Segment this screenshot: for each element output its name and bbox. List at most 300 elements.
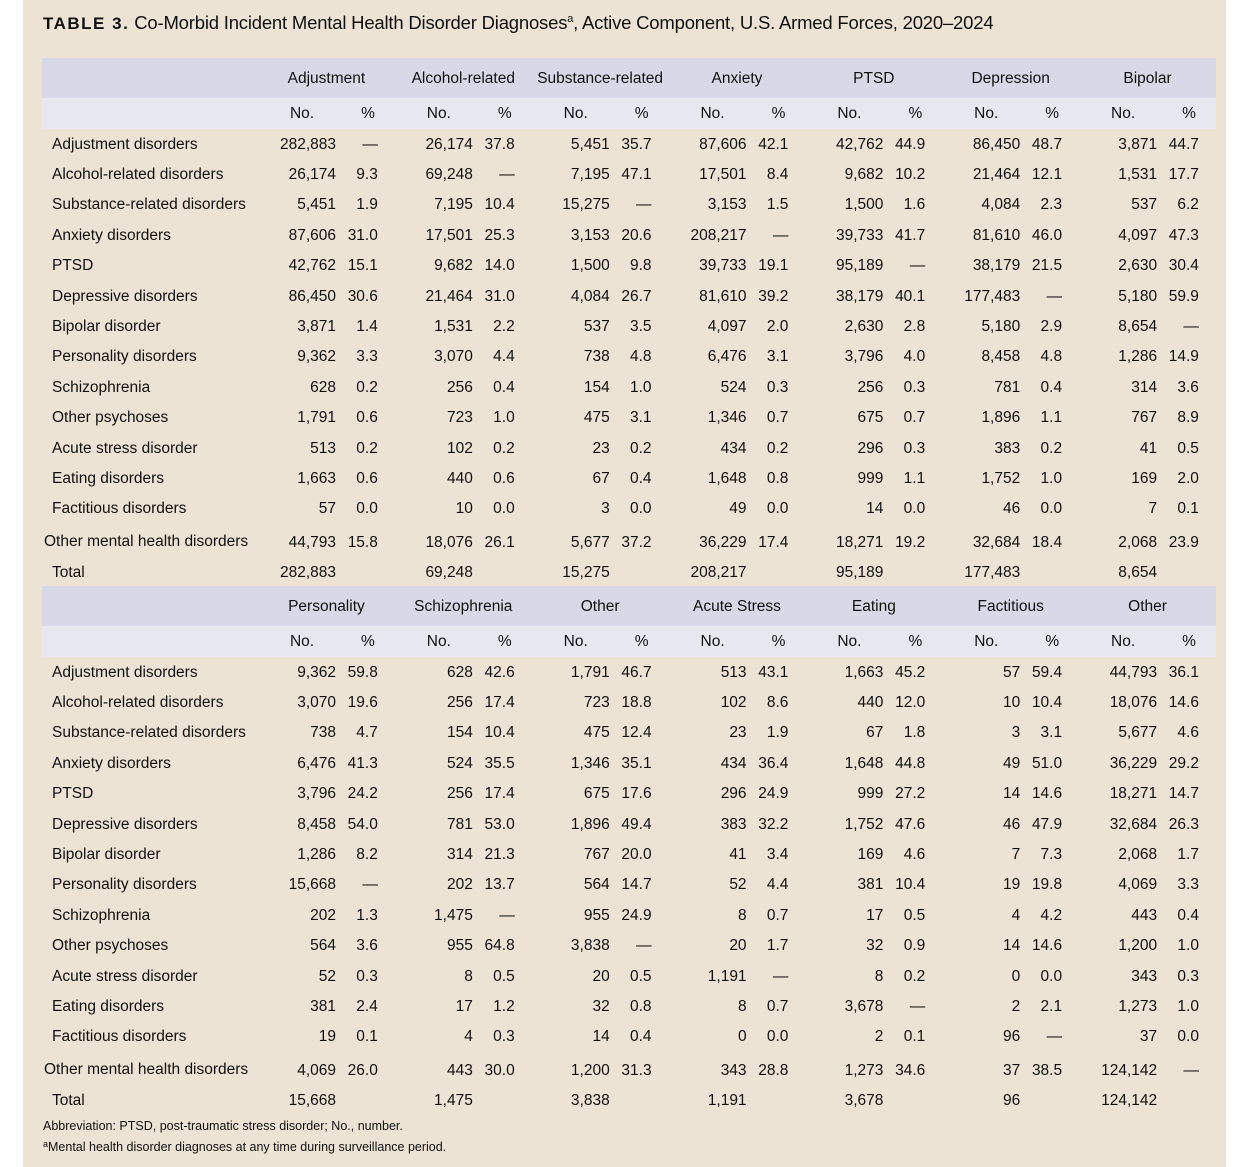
count-cell: 4,084 bbox=[981, 196, 1021, 214]
count-cell: 564 bbox=[583, 876, 610, 894]
percent-cell: 4.6 bbox=[903, 846, 926, 864]
table-row bbox=[42, 1022, 1216, 1052]
count-cell: 2 bbox=[1011, 997, 1021, 1015]
row-label: Alcohol-related disorders bbox=[52, 694, 224, 712]
count-cell: 46 bbox=[1002, 500, 1021, 518]
count-cell: 1,346 bbox=[570, 754, 610, 772]
count-cell: 513 bbox=[310, 439, 336, 457]
percent-cell: 1.1 bbox=[903, 469, 926, 487]
count-cell: 4,097 bbox=[707, 318, 747, 336]
percent-cell: 26.7 bbox=[621, 287, 652, 305]
percent-cell: 0.4 bbox=[1177, 906, 1199, 924]
table-row bbox=[42, 687, 1216, 717]
table-row bbox=[42, 931, 1216, 961]
percent-cell: 37.2 bbox=[621, 533, 652, 551]
percent-cell: 14.7 bbox=[1168, 785, 1199, 803]
count-cell: 5,677 bbox=[570, 533, 610, 551]
percent-cell: 10.2 bbox=[895, 166, 926, 184]
count-cell: 52 bbox=[729, 876, 747, 894]
count-cell: 3,153 bbox=[707, 196, 747, 214]
row-label: Other mental health disorders bbox=[44, 1061, 249, 1079]
count-cell: 67 bbox=[866, 724, 884, 742]
percent-cell: 46.0 bbox=[1031, 226, 1063, 244]
count-cell: 781 bbox=[994, 378, 1021, 396]
group-header: Acute Stress bbox=[669, 586, 806, 626]
count-cell: 628 bbox=[310, 378, 336, 396]
percent-cell: 34.6 bbox=[895, 1061, 926, 1079]
percent-cell: — bbox=[362, 135, 378, 153]
count-cell: 169 bbox=[1131, 469, 1158, 487]
count-cell: 738 bbox=[310, 724, 336, 742]
count-cell: 7,195 bbox=[570, 166, 610, 184]
total-percent-empty bbox=[340, 560, 395, 584]
count-cell: 21,464 bbox=[425, 287, 473, 305]
percent-cell: 20.0 bbox=[621, 846, 652, 864]
count-cell: 19 bbox=[1003, 876, 1021, 894]
percent-cell: 2.1 bbox=[1040, 997, 1063, 1015]
count-cell: 169 bbox=[857, 846, 884, 864]
percent-cell: 2.2 bbox=[493, 318, 515, 336]
percent-cell: 0.1 bbox=[903, 1028, 926, 1046]
count-cell: 738 bbox=[583, 348, 610, 366]
count-cell: 7 bbox=[1148, 500, 1158, 518]
count-cell: 256 bbox=[446, 785, 473, 803]
total-percent-empty bbox=[887, 560, 942, 584]
total-percent-empty bbox=[751, 560, 806, 584]
count-cell: 1,663 bbox=[297, 469, 336, 487]
percent-cell: 2.0 bbox=[1177, 469, 1199, 487]
count-cell: 9,362 bbox=[297, 348, 336, 366]
count-cell: 955 bbox=[446, 937, 473, 955]
count-cell: 7,195 bbox=[434, 196, 473, 214]
percent-cell: 0.2 bbox=[1040, 439, 1063, 457]
percent-cell: 3.5 bbox=[629, 318, 652, 336]
count-cell: 999 bbox=[857, 785, 884, 803]
percent-cell: 4.4 bbox=[766, 876, 789, 894]
percent-cell: 13.7 bbox=[484, 876, 515, 894]
count-cell: 57 bbox=[318, 500, 336, 518]
percent-cell: 0.4 bbox=[493, 378, 515, 396]
row-label: Other mental health disorders bbox=[44, 533, 249, 551]
total-count: 124,142 bbox=[1101, 1091, 1158, 1109]
count-cell: 86,450 bbox=[972, 135, 1021, 153]
total-count: 1,191 bbox=[707, 1091, 747, 1109]
total-percent-empty bbox=[1024, 560, 1079, 584]
percent-cell: 9.3 bbox=[356, 166, 378, 184]
count-header: No. bbox=[395, 98, 477, 129]
total-count: 8,654 bbox=[1118, 563, 1158, 581]
percent-cell: 0.0 bbox=[356, 500, 378, 518]
percent-cell: — bbox=[499, 906, 515, 924]
percent-cell: 20.6 bbox=[621, 226, 652, 244]
percent-cell: 1.2 bbox=[493, 997, 515, 1015]
percent-cell: 0.0 bbox=[629, 500, 652, 518]
count-header: No. bbox=[395, 626, 477, 657]
row-label: Eating disorders bbox=[52, 469, 165, 487]
percent-cell: 1.0 bbox=[1177, 997, 1199, 1015]
percent-cell: 0.2 bbox=[356, 439, 378, 457]
row-label-header bbox=[42, 58, 258, 98]
percent-cell: 32.2 bbox=[758, 815, 789, 833]
table-row bbox=[42, 718, 1216, 748]
table-title bbox=[43, 12, 993, 38]
count-cell: 5,451 bbox=[570, 135, 610, 153]
percent-cell: 18.8 bbox=[621, 694, 652, 712]
row-label: Schizophrenia bbox=[52, 378, 151, 396]
group-header: Anxiety bbox=[669, 58, 806, 98]
percent-header: % bbox=[340, 626, 395, 657]
percent-cell: 10.4 bbox=[484, 724, 515, 742]
percent-cell: 2.4 bbox=[356, 997, 378, 1015]
count-cell: 1,648 bbox=[844, 754, 884, 772]
count-cell: 3,871 bbox=[1118, 135, 1158, 153]
table-panel bbox=[23, 0, 1226, 1167]
percent-cell: 4.6 bbox=[1177, 724, 1199, 742]
count-header: No. bbox=[942, 626, 1024, 657]
percent-cell: 12.1 bbox=[1031, 166, 1063, 184]
percent-cell: — bbox=[772, 226, 789, 244]
count-cell: 154 bbox=[446, 724, 473, 742]
count-cell: 1,286 bbox=[297, 846, 336, 864]
count-cell: 381 bbox=[857, 876, 884, 894]
percent-cell: — bbox=[362, 876, 378, 894]
percent-cell: 30.4 bbox=[1168, 257, 1199, 275]
count-cell: 3 bbox=[601, 500, 610, 518]
percent-cell: 25.3 bbox=[484, 226, 515, 244]
count-cell: 524 bbox=[720, 378, 747, 396]
percent-cell: 27.2 bbox=[895, 785, 926, 803]
percent-cell: 45.2 bbox=[895, 663, 926, 681]
percent-cell: 44.7 bbox=[1168, 135, 1199, 153]
table-row bbox=[42, 900, 1216, 930]
count-cell: 1,648 bbox=[707, 469, 747, 487]
percent-cell: — bbox=[772, 967, 789, 985]
count-cell: 17 bbox=[866, 906, 884, 924]
group-header: Schizophrenia bbox=[395, 586, 532, 626]
group-header: Bipolar bbox=[1079, 58, 1216, 98]
percent-cell: 0.0 bbox=[766, 500, 789, 518]
percent-cell: 0.3 bbox=[766, 378, 789, 396]
percent-cell: 10.4 bbox=[484, 196, 515, 214]
count-cell: 1,200 bbox=[1118, 937, 1158, 955]
percent-cell: 0.3 bbox=[356, 967, 378, 985]
count-cell: 14 bbox=[1003, 937, 1021, 955]
count-cell: 32 bbox=[866, 937, 884, 955]
count-cell: 383 bbox=[994, 439, 1021, 457]
count-cell: 434 bbox=[720, 439, 747, 457]
count-cell: 26,174 bbox=[425, 135, 473, 153]
percent-cell: 40.1 bbox=[895, 287, 926, 305]
count-cell: 383 bbox=[720, 815, 747, 833]
percent-cell: 19.8 bbox=[1031, 876, 1063, 894]
column-header-row bbox=[42, 98, 1216, 129]
count-cell: 9,682 bbox=[844, 166, 884, 184]
count-cell: 5,180 bbox=[981, 318, 1021, 336]
percent-cell: 19.2 bbox=[895, 533, 926, 551]
percent-cell: 28.8 bbox=[758, 1061, 789, 1079]
total-row bbox=[42, 560, 1216, 584]
count-cell: 10 bbox=[1003, 694, 1021, 712]
total-count: 95,189 bbox=[835, 563, 884, 581]
row-label: Anxiety disorders bbox=[52, 754, 171, 772]
row-label: Anxiety disorders bbox=[52, 226, 171, 244]
count-header: No. bbox=[669, 98, 751, 129]
percent-cell: 0.1 bbox=[1177, 500, 1199, 518]
percent-cell: 0.2 bbox=[493, 439, 515, 457]
group-header: PTSD bbox=[805, 58, 942, 98]
percent-cell: 31.0 bbox=[484, 287, 515, 305]
percent-cell: 0.0 bbox=[1040, 500, 1063, 518]
count-header: No. bbox=[805, 98, 887, 129]
row-label: Factitious disorders bbox=[52, 500, 187, 518]
count-cell: 5,451 bbox=[297, 196, 336, 214]
percent-header: % bbox=[887, 98, 942, 129]
count-header: No. bbox=[1079, 98, 1161, 129]
percent-cell: 1.9 bbox=[766, 724, 789, 742]
row-label: Substance-related disorders bbox=[52, 724, 246, 742]
percent-cell: 0.6 bbox=[356, 409, 378, 427]
count-cell: 5,677 bbox=[1118, 724, 1158, 742]
percent-cell: 42.1 bbox=[758, 135, 789, 153]
percent-cell: 12.0 bbox=[895, 694, 926, 712]
count-cell: 4,084 bbox=[570, 287, 610, 305]
count-cell: 513 bbox=[720, 663, 747, 681]
percent-cell: 44.9 bbox=[895, 135, 926, 153]
percent-cell: 3.1 bbox=[629, 409, 652, 427]
percent-cell: 0.6 bbox=[493, 469, 515, 487]
count-cell: 1,531 bbox=[1118, 166, 1158, 184]
percent-cell: 0.5 bbox=[903, 906, 926, 924]
count-cell: 102 bbox=[446, 439, 473, 457]
percent-cell: 14.6 bbox=[1031, 937, 1063, 955]
percent-cell: 1.7 bbox=[1177, 846, 1199, 864]
row-label: Acute stress disorder bbox=[52, 439, 198, 457]
count-cell: 475 bbox=[583, 724, 610, 742]
percent-cell: 35.5 bbox=[484, 754, 515, 772]
title-suffix: , Active Component, U.S. Armed Forces, 2020–2024 bbox=[573, 12, 994, 33]
count-cell: 87,606 bbox=[699, 135, 747, 153]
row-label: Eating disorders bbox=[52, 997, 165, 1015]
percent-cell: 59.4 bbox=[1031, 663, 1063, 681]
count-cell: 1,200 bbox=[570, 1061, 610, 1079]
percent-cell: 6.2 bbox=[1177, 196, 1199, 214]
group-header: Eating bbox=[805, 586, 942, 626]
percent-cell: 21.5 bbox=[1031, 257, 1063, 275]
total-count: 15,668 bbox=[288, 1091, 336, 1109]
count-cell: 955 bbox=[583, 906, 610, 924]
count-cell: 537 bbox=[1131, 196, 1158, 214]
count-cell: 1,791 bbox=[570, 663, 610, 681]
count-cell: 1,752 bbox=[981, 469, 1021, 487]
total-percent-empty bbox=[751, 1088, 806, 1112]
count-cell: 38,179 bbox=[972, 257, 1021, 275]
percent-cell: 47.6 bbox=[895, 815, 926, 833]
count-cell: 154 bbox=[583, 378, 610, 396]
percent-cell: 30.6 bbox=[347, 287, 378, 305]
table-row bbox=[42, 372, 1216, 402]
percent-cell: 0.4 bbox=[1040, 378, 1063, 396]
percent-header: % bbox=[340, 98, 395, 129]
percent-cell: 3.1 bbox=[766, 348, 789, 366]
count-cell: 202 bbox=[310, 906, 336, 924]
percent-cell: 47.3 bbox=[1168, 226, 1199, 244]
percent-cell: 1.6 bbox=[903, 196, 926, 214]
percent-cell: 24.9 bbox=[758, 785, 789, 803]
percent-cell: 0.5 bbox=[493, 967, 515, 985]
percent-cell: 4.4 bbox=[493, 348, 515, 366]
percent-cell: 4.7 bbox=[356, 724, 378, 742]
count-cell: 32,684 bbox=[1109, 815, 1158, 833]
count-cell: 23 bbox=[592, 439, 610, 457]
count-cell: 1,475 bbox=[434, 906, 473, 924]
row-label: Other psychoses bbox=[52, 937, 169, 955]
row-label: Substance-related disorders bbox=[52, 196, 246, 214]
total-count: 208,217 bbox=[690, 563, 747, 581]
count-cell: 8 bbox=[464, 967, 473, 985]
total-count: 15,275 bbox=[562, 563, 610, 581]
percent-cell: 59.9 bbox=[1168, 287, 1199, 305]
group-header: Factitious bbox=[942, 586, 1079, 626]
count-cell: 6,476 bbox=[707, 348, 747, 366]
percent-cell: 1.4 bbox=[356, 318, 378, 336]
percent-cell: — bbox=[909, 257, 926, 275]
count-cell: 36,229 bbox=[1109, 754, 1158, 772]
row-label: Personality disorders bbox=[52, 876, 197, 894]
percent-cell: 1.0 bbox=[629, 378, 652, 396]
percent-cell: 17.7 bbox=[1168, 166, 1199, 184]
table-row bbox=[42, 494, 1216, 524]
count-cell: 8 bbox=[737, 906, 747, 924]
count-cell: 0 bbox=[1011, 967, 1021, 985]
total-count: 3,678 bbox=[844, 1091, 884, 1109]
count-cell: 39,733 bbox=[699, 257, 747, 275]
percent-cell: 17.6 bbox=[621, 785, 652, 803]
count-cell: 15,668 bbox=[288, 876, 336, 894]
count-cell: 8,458 bbox=[981, 348, 1021, 366]
percent-cell: 0.0 bbox=[493, 500, 515, 518]
table-row bbox=[42, 463, 1216, 493]
total-count: 96 bbox=[1003, 1091, 1021, 1109]
percent-header: % bbox=[1024, 98, 1079, 129]
count-cell: 2,630 bbox=[1118, 257, 1158, 275]
count-cell: 256 bbox=[857, 378, 884, 396]
count-cell: 256 bbox=[446, 378, 473, 396]
percent-cell: 26.1 bbox=[484, 533, 515, 551]
count-cell: 8,654 bbox=[1118, 318, 1158, 336]
total-percent-empty bbox=[887, 1088, 942, 1112]
count-cell: 124,142 bbox=[1101, 1061, 1158, 1079]
count-cell: 675 bbox=[583, 785, 610, 803]
percent-cell: 1.0 bbox=[1040, 469, 1063, 487]
count-cell: 18,271 bbox=[835, 533, 884, 551]
percent-cell: 9.8 bbox=[629, 257, 652, 275]
count-header: No. bbox=[1079, 626, 1161, 657]
count-cell: 434 bbox=[720, 754, 747, 772]
total-count: 1,475 bbox=[434, 1091, 473, 1109]
count-header: No. bbox=[258, 98, 340, 129]
percent-header: % bbox=[1024, 626, 1079, 657]
count-cell: 1,663 bbox=[844, 663, 884, 681]
group-header: Adjustment bbox=[258, 58, 395, 98]
count-cell: 4 bbox=[1011, 906, 1021, 924]
count-cell: 440 bbox=[857, 694, 884, 712]
count-cell: 1,500 bbox=[844, 196, 884, 214]
group-header: Substance-related bbox=[532, 58, 669, 98]
comorbidity-table-1 bbox=[42, 58, 1216, 584]
footnote-text: Mental health disorder diagnoses at any time during surveillance period. bbox=[48, 1140, 447, 1154]
percent-cell: — bbox=[1183, 318, 1199, 336]
count-cell: 86,450 bbox=[288, 287, 336, 305]
percent-cell: 14.7 bbox=[621, 876, 652, 894]
count-cell: 0 bbox=[737, 1028, 747, 1046]
count-cell: 282,883 bbox=[279, 135, 336, 153]
percent-cell: 1.5 bbox=[766, 196, 789, 214]
percent-cell: 14.6 bbox=[1031, 785, 1063, 803]
count-cell: 10 bbox=[455, 500, 473, 518]
count-cell: 537 bbox=[583, 318, 610, 336]
count-cell: 3,796 bbox=[297, 785, 336, 803]
row-label: Depressive disorders bbox=[52, 815, 198, 833]
group-header: Other bbox=[1079, 586, 1216, 626]
percent-cell: 0.5 bbox=[630, 967, 652, 985]
row-label-subheader bbox=[42, 626, 258, 657]
table-row bbox=[42, 403, 1216, 433]
count-cell: 343 bbox=[720, 1061, 747, 1079]
count-cell: 8 bbox=[737, 997, 747, 1015]
percent-cell: 4.8 bbox=[629, 348, 652, 366]
count-cell: 26,174 bbox=[288, 166, 336, 184]
percent-cell: 3.3 bbox=[356, 348, 378, 366]
percent-cell: 3.4 bbox=[766, 846, 789, 864]
count-cell: 21,464 bbox=[972, 166, 1021, 184]
percent-cell: — bbox=[499, 166, 515, 184]
count-cell: 17,501 bbox=[699, 166, 747, 184]
count-cell: 57 bbox=[1003, 663, 1021, 681]
count-cell: 475 bbox=[583, 409, 610, 427]
percent-cell: 10.4 bbox=[895, 876, 926, 894]
percent-cell: 14.6 bbox=[1168, 694, 1199, 712]
count-cell: 628 bbox=[446, 663, 473, 681]
count-cell: 1,791 bbox=[297, 409, 336, 427]
percent-cell: 64.8 bbox=[484, 937, 515, 955]
percent-cell: 36.1 bbox=[1168, 663, 1199, 681]
percent-cell: 8.6 bbox=[766, 694, 789, 712]
count-cell: 39,733 bbox=[835, 226, 884, 244]
count-header: No. bbox=[258, 626, 340, 657]
total-count: 282,883 bbox=[279, 563, 336, 581]
group-header: Alcohol-related bbox=[395, 58, 532, 98]
percent-cell: 26.0 bbox=[347, 1061, 378, 1079]
title-text: Co-Morbid Incident Mental Health Disorder Diagnoses bbox=[134, 12, 568, 33]
count-cell: 17 bbox=[455, 997, 473, 1015]
row-label: Bipolar disorder bbox=[52, 318, 161, 336]
count-cell: 1,191 bbox=[707, 967, 747, 985]
percent-cell: 44.8 bbox=[895, 754, 926, 772]
table-row bbox=[42, 809, 1216, 839]
count-cell: 202 bbox=[446, 876, 473, 894]
count-cell: 23 bbox=[729, 724, 747, 742]
table-row bbox=[42, 220, 1216, 250]
percent-cell: 15.8 bbox=[347, 533, 378, 551]
percent-cell: 3.3 bbox=[1177, 876, 1199, 894]
count-cell: 49 bbox=[1003, 754, 1021, 772]
count-cell: 524 bbox=[446, 754, 473, 772]
count-cell: 177,483 bbox=[964, 287, 1021, 305]
count-cell: 44,793 bbox=[1109, 663, 1158, 681]
percent-cell: 0.3 bbox=[903, 439, 926, 457]
count-cell: 18,076 bbox=[1109, 694, 1158, 712]
percent-cell: 1.9 bbox=[356, 196, 378, 214]
